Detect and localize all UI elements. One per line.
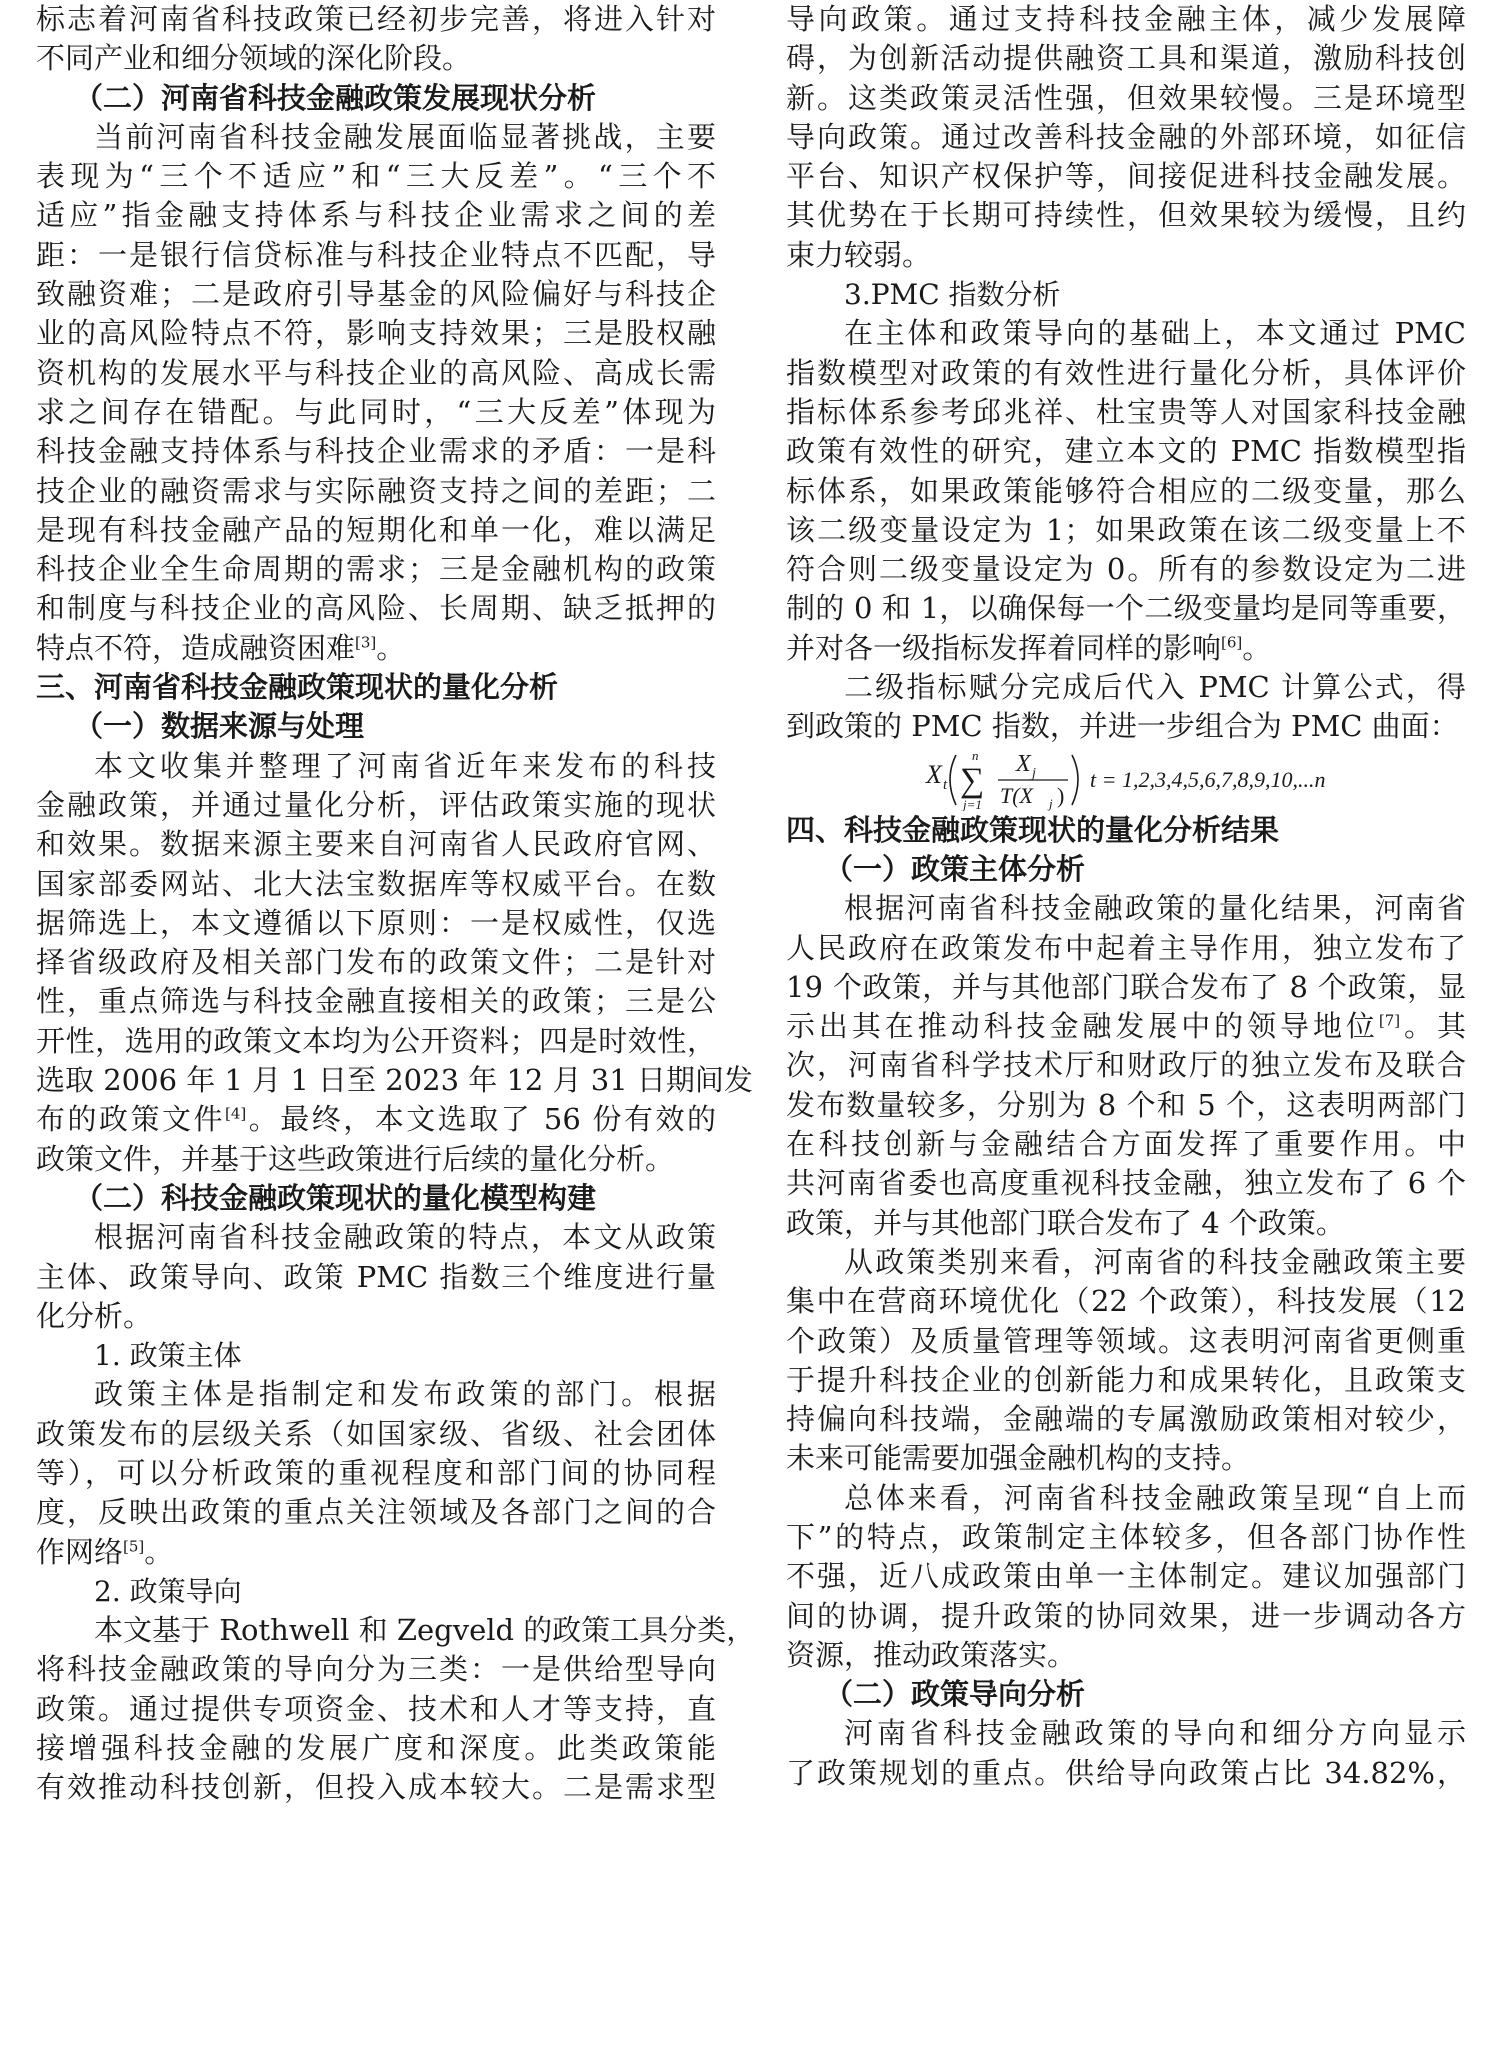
text: 。 — [1242, 630, 1272, 665]
text: 布的政策文件 — [36, 1102, 225, 1137]
left-column — [36, 0, 756, 1808]
text-line: 集中在营商环境优化（22 个政策），科技发展（12 — [786, 1284, 1466, 1319]
text: 并对各一级指标发挥着同样的影响 — [786, 630, 1222, 665]
fraction-numerator: X — [1016, 750, 1031, 777]
text-line: 政策文件，并基于这些政策进行后续的量化分析。 — [36, 1141, 675, 1176]
text-line: 和效果。数据来源主要来自河南省人民政府官网、 — [36, 827, 716, 862]
text: 作网络 — [36, 1534, 124, 1569]
text-line: 19 个政策，并与其他部门联合发布了 8 个政策，显 — [786, 969, 1466, 1004]
text-line — [36, 1100, 716, 1139]
fraction-denominator-sub: j — [1049, 795, 1053, 811]
text-line: 导向政策。通过改善科技金融的外部环境，如征信 — [786, 119, 1466, 154]
text-line: 据筛选上，本文遵循以下原则：一是权威性，仅选 — [36, 905, 716, 940]
text-line — [36, 1533, 716, 1572]
text-line: 科技金融支持体系与科技企业需求的矛盾：一是科 — [36, 434, 716, 469]
text-line: 碍，为创新活动提供融资工具和渠道，激励科技创 — [786, 41, 1466, 76]
text-line: 化分析。 — [36, 1298, 153, 1333]
text-line: 适应”指金融支持体系与科技企业需求之间的差 — [36, 198, 716, 233]
text-line: 河南省科技金融政策的导向和细分方向显示 — [844, 1716, 1466, 1751]
text-line: 在主体和政策导向的基础上，本文通过 PMC — [844, 316, 1466, 351]
text: 示出其在推动科技金融发展中的领导地位 — [786, 1009, 1379, 1044]
sum-upper: n — [972, 747, 979, 763]
text-line — [786, 1007, 1466, 1046]
text: 。其 — [1400, 1009, 1466, 1044]
text: 特点不符，造成融资困难 — [36, 630, 356, 665]
text-line: 平台、知识产权保护等，间接促进科技金融发展。 — [786, 159, 1466, 194]
text-line: 求之间存在错配。与此同时，“三大反差”体现为 — [36, 394, 716, 429]
subsection-heading: （二）政策导向分析 — [824, 1677, 1086, 1712]
text-line: 于提升科技企业的创新能力和成果转化，且政策支 — [786, 1362, 1466, 1397]
text-line: 政策。通过提供专项资金、技术和人才等支持，直 — [36, 1691, 716, 1726]
text-line: 本文基于 Rothwell 和 Zegveld 的政策工具分类， — [94, 1613, 756, 1648]
text-line: 二级指标赋分完成后代入 PMC 计算公式，得 — [844, 670, 1466, 705]
section-heading: 四、科技金融政策现状的量化分析结果 — [786, 812, 1280, 847]
text-line: 个政策）及质量管理等领域。这表明河南省更侧重 — [786, 1323, 1466, 1358]
text-line: 总体来看，河南省科技金融政策呈现“自上而 — [844, 1480, 1466, 1515]
text-line: 在科技创新与金融结合方面发挥了重要作用。中 — [786, 1127, 1466, 1162]
numbered-heading: 3.PMC 指数分析 — [844, 278, 1061, 312]
text-line: 表现为“三个不适应”和“三大反差”。“三个不 — [36, 159, 716, 194]
subsection-heading: （二）河南省科技金融政策发展现状分析 — [74, 80, 597, 115]
text-line: 制的 0 和 1，以确保每一个二级变量均是同等重要， — [786, 591, 1466, 626]
citation: [3] — [355, 633, 377, 652]
fraction-numerator-sub: j — [1032, 765, 1036, 781]
formula-lhs-sub: t — [943, 776, 948, 793]
text-line: 金融政策，并通过量化分析，评估政策实施的现状 — [36, 787, 716, 822]
text-line: 选取 2006 年 1 月 1 日至 2023 年 12 月 31 日期间发 — [36, 1063, 753, 1098]
text-line: 择省级政府及相关部门发布的政策文件；二是针对 — [36, 945, 716, 980]
text: 。最终，本文选取了 56 份有效的 — [246, 1102, 716, 1137]
text-line: 致融资难；二是政府引导基金的风险偏好与科技企 — [36, 277, 716, 312]
text-line: 业的高风险特点不符，影响支持效果；三是股权融 — [36, 316, 716, 351]
section-heading: 三、河南省科技金融政策现状的量化分析 — [36, 670, 559, 705]
text-line: 持偏向科技端，金融端的专属激励政策相对较少， — [786, 1402, 1466, 1437]
text-line: 政策有效性的研究，建立本文的 PMC 指数模型指 — [786, 434, 1466, 469]
text: 。 — [376, 630, 406, 665]
text-line: 政策主体是指制定和发布政策的部门。根据 — [94, 1377, 716, 1412]
numbered-heading: 1. 政策主体 — [94, 1339, 242, 1373]
pmc-formula — [786, 747, 1466, 811]
text-line: 距：一是银行信贷标准与科技企业特点不匹配，导 — [36, 237, 716, 272]
text-line: 其优势在于长期可持续性，但效果较为缓慢，且约 — [786, 198, 1466, 233]
text-line: 科技企业全生命周期的需求；三是金融机构的政策 — [36, 552, 716, 587]
sum-sign: ∑ — [960, 761, 985, 799]
text-line: 有效推动科技创新，但投入成本较大。二是需求型 — [36, 1770, 716, 1805]
citation: [6] — [1221, 633, 1243, 652]
text-line: 主体、政策导向、政策 PMC 指数三个维度进行量 — [36, 1259, 716, 1294]
text-line: 根据河南省科技金融政策的量化结果，河南省 — [844, 891, 1466, 926]
text-line: 人民政府在政策发布中起着主导作用，独立发布了 — [786, 930, 1466, 965]
citation: [5] — [123, 1536, 145, 1555]
formula-rhs: t = 1,2,3,4,5,6,7,8,9,10,...n — [1090, 766, 1326, 792]
text-line: 符合则二级变量设定为 0。所有的参数设定为二进 — [786, 552, 1466, 587]
text-line: 当前河南省科技金融发展面临显著挑战，主要 — [94, 119, 716, 154]
sum-lower: j=1 — [963, 796, 982, 811]
text-line: 到政策的 PMC 指数，并进一步组合为 PMC 曲面： — [786, 709, 1459, 744]
text-line: 标志着河南省科技政策已经初步完善，将进入针对 — [36, 2, 716, 36]
text-line: 发布数量较多，分别为 8 个和 5 个，这表明两部门 — [786, 1087, 1466, 1122]
text-line: 和制度与科技企业的高风险、长周期、缺乏抵押的 — [36, 591, 716, 626]
text-line: 资源，推动政策落实。 — [786, 1637, 1077, 1672]
formula-lhs: X — [926, 759, 942, 789]
text-line: 标体系，如果政策能够符合相应的二级变量，那么 — [786, 473, 1466, 508]
text-line: 根据河南省科技金融政策的特点，本文从政策 — [94, 1220, 716, 1255]
citation: [7] — [1378, 1011, 1401, 1030]
subsection-heading: （一）数据来源与处理 — [74, 709, 365, 744]
text-line: 不同产业和细分领域的深化阶段。 — [36, 41, 472, 76]
citation: [4] — [224, 1104, 247, 1123]
text-line: 性，重点筛选与科技金融直接相关的政策；三是公 — [36, 984, 716, 1019]
text-line: 本文收集并整理了河南省近年来发布的科技 — [94, 748, 716, 783]
text-line: 指标体系参考邱兆祥、杜宝贵等人对国家科技金融 — [786, 394, 1466, 429]
fraction-denominator: T(X — [1000, 782, 1033, 808]
text-line: 了政策规划的重点。供给导向政策占比 34.82%， — [786, 1755, 1466, 1790]
text-line: 指数模型对政策的有效性进行量化分析，具体评价 — [786, 355, 1466, 390]
subsection-heading: （一）政策主体分析 — [824, 851, 1086, 886]
text-line: 接增强科技金融的发展广度和深度。此类政策能 — [36, 1731, 716, 1766]
subsection-heading: （二）科技金融政策现状的量化模型构建 — [74, 1180, 597, 1215]
text-line — [786, 629, 1466, 668]
text-line: 开性，选用的政策文本均为公开资料；四是时效性， — [36, 1023, 716, 1058]
text-line: 技企业的融资需求与实际融资支持之间的差距；二 — [36, 473, 716, 508]
text-line: 间的协调，提升政策的协同效果，进一步调动各方 — [786, 1598, 1466, 1633]
text-line: 国家部委网站、北大法宝数据库等权威平台。在数 — [36, 866, 716, 901]
right-column — [786, 0, 1466, 1793]
text-line: 政策，并与其他部门联合发布了 4 个政策。 — [786, 1205, 1345, 1240]
text-line: 度，反映出政策的重点关注领域及各部门之间的合 — [36, 1495, 716, 1530]
text-line: 共河南省委也高度重视科技金融，独立发布了 6 个 — [786, 1166, 1466, 1201]
text-line: 等），可以分析政策的重视程度和部门间的协同程 — [36, 1455, 716, 1490]
text-line: 将科技金融政策的导向分为三类：一是供给型导向 — [36, 1652, 716, 1687]
text-line: 束力较弱。 — [786, 237, 932, 272]
text-line: 从政策类别来看，河南省的科技金融政策主要 — [844, 1244, 1466, 1279]
text-line: 政策发布的层级关系（如国家级、省级、社会团体 — [36, 1416, 716, 1451]
text-line: 新。这类政策灵活性强，但效果较慢。三是环境型 — [786, 80, 1466, 115]
text-line — [36, 629, 716, 668]
right-paren — [1072, 755, 1078, 805]
numbered-heading: 2. 政策导向 — [94, 1574, 242, 1608]
text-line: 次，河南省科学技术厅和财政厅的独立发布及联合 — [786, 1048, 1466, 1083]
left-paren — [950, 755, 956, 805]
text-line: 资机构的发展水平与科技企业的高风险、高成长需 — [36, 355, 716, 390]
text-line: 是现有科技金融产品的短期化和单一化，难以满足 — [36, 512, 716, 547]
text: 。 — [144, 1534, 174, 1569]
text-line: 该二级变量设定为 1；如果政策在该二级变量上不 — [786, 512, 1466, 547]
text-line: 导向政策。通过支持科技金融主体，减少发展障 — [786, 2, 1466, 36]
text-line: 不强，近八成政策由单一主体制定。建议加强部门 — [786, 1559, 1466, 1594]
fraction-denominator-close: ) — [1057, 782, 1065, 808]
text-line: 下”的特点，政策制定主体较多，但各部门协作性 — [786, 1519, 1466, 1554]
text-line: 未来可能需要加强金融机构的支持。 — [786, 1441, 1251, 1476]
